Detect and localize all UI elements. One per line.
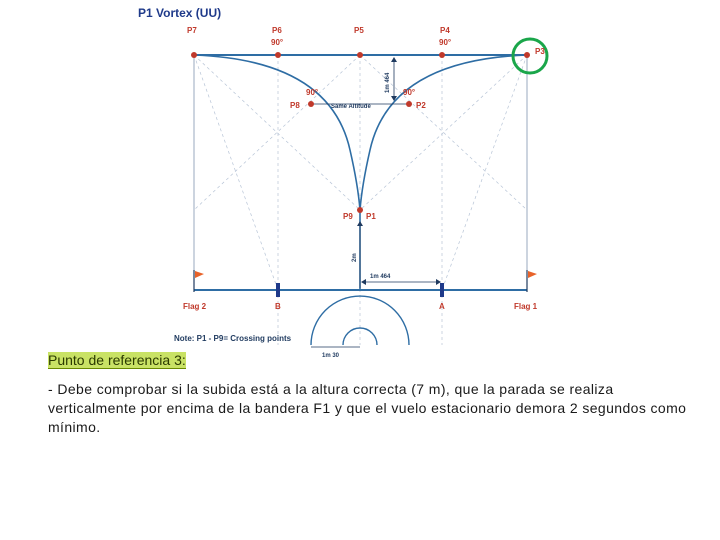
label-p2-angle: 90° — [403, 88, 416, 97]
point-p6 — [275, 52, 281, 58]
label-p8-angle: 90° — [306, 88, 319, 97]
flag1-icon — [527, 270, 537, 292]
point-p9-p1 — [357, 207, 363, 213]
label-a: A — [439, 302, 445, 311]
point-p2 — [406, 101, 412, 107]
label-p7: P7 — [187, 26, 197, 35]
flag2-icon — [194, 270, 204, 292]
marker-a — [440, 283, 444, 297]
point-p4 — [439, 52, 445, 58]
label-p1: P1 — [366, 212, 376, 221]
reference-heading — [48, 352, 688, 368]
label-flag2: Flag 2 — [183, 302, 207, 311]
dim-2m: 2m — [352, 253, 358, 262]
label-p9: P9 — [343, 212, 353, 221]
label-b: B — [275, 302, 281, 311]
reference-heading-text: Punto de referencia 3: — [48, 352, 186, 368]
label-p2: P2 — [416, 101, 426, 110]
diagram-title: P1 Vortex (UU) — [138, 6, 222, 20]
label-p3: P3 — [535, 47, 545, 56]
inner-semicircle — [343, 328, 377, 345]
marker-b — [276, 283, 280, 297]
label-p5: P5 — [354, 26, 364, 35]
caption — [48, 352, 688, 437]
label-p8: P8 — [290, 101, 300, 110]
point-p5 — [357, 52, 363, 58]
point-p8 — [308, 101, 314, 107]
label-p6: P6 — [272, 26, 282, 35]
diagram-note: Note: P1 - P9= Crossing points — [174, 334, 292, 343]
dim-horizontal: 1m 464 — [370, 274, 391, 280]
dim-bottom: 1m 30 — [322, 353, 340, 359]
dim-vertical-top: 1m 464 — [385, 72, 391, 93]
point-p7 — [191, 52, 197, 58]
label-flag1: Flag 1 — [514, 302, 538, 311]
point-p3 — [524, 52, 530, 58]
label-p6-angle: 90° — [271, 38, 284, 47]
reference-body: - Debe comprobar si la subida está a la altura correcta (7 m), que la parada se realiza verticalmente por encima de la bandera F1 y que el vuelo estacionario demora 2 segundos como mínimo. — [48, 381, 687, 435]
label-p4: P4 — [440, 26, 450, 35]
same-altitude-label: Same Altitude — [331, 104, 371, 110]
label-p4-angle: 90° — [439, 38, 452, 47]
